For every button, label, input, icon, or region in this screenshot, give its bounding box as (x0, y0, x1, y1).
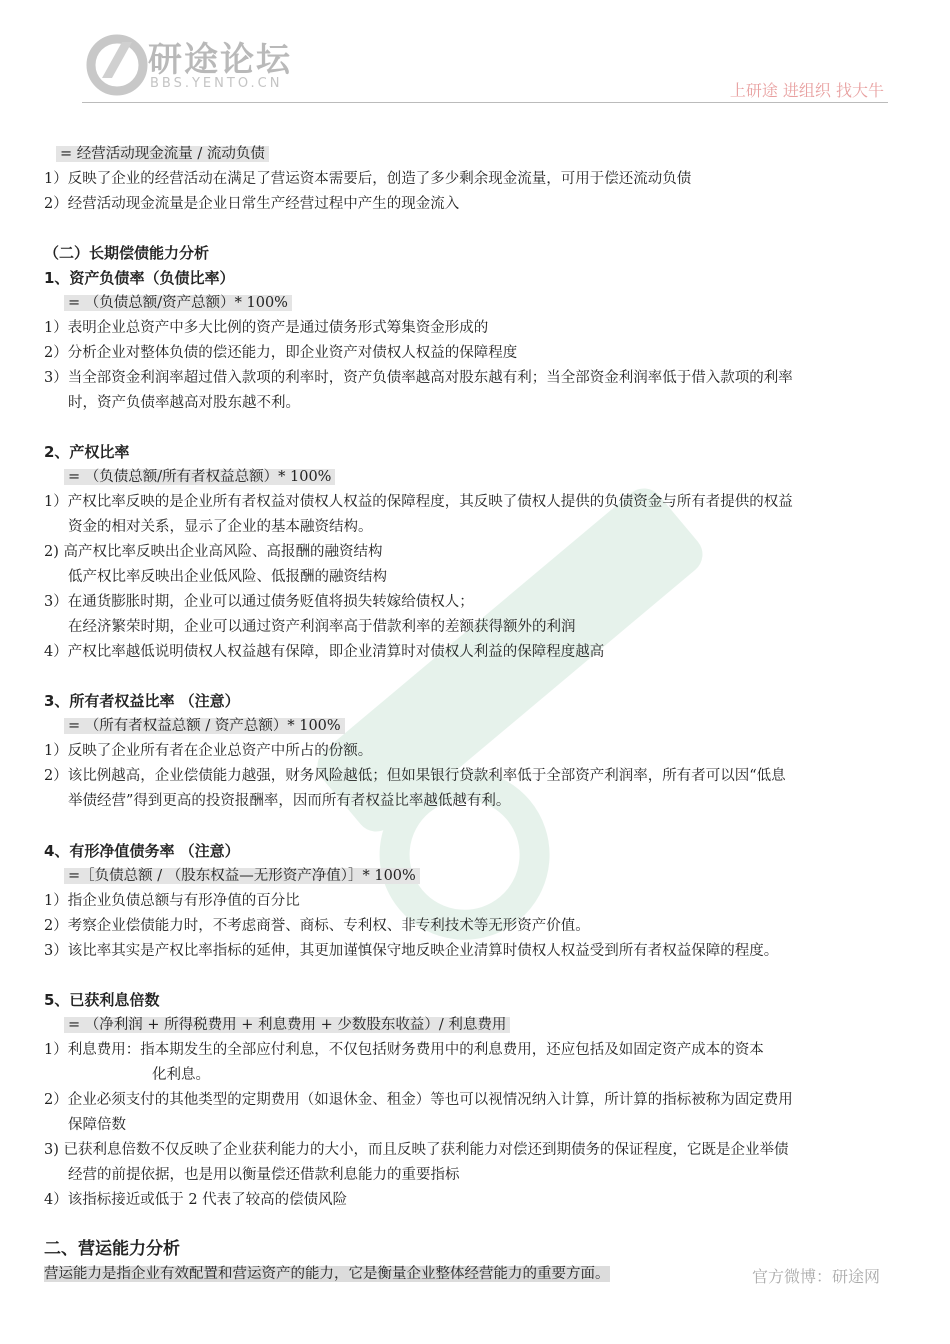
text-line: 3）在通货膨胀时期，企业可以通过债务贬值将损失转嫁给债权人； (44, 594, 474, 610)
subsection-heading: 4、有形净值债务率 （注意） (44, 842, 240, 860)
text-line: 1）反映了企业的经营活动在满足了营运资本需要后，创造了多少剩余现金流量，可用于偿还流动负债 (44, 171, 692, 187)
text-line: 3) 已获利息倍数不仅反映了企业获利能力的大小，而且反映了获利能力对偿还到期债务的保证程度，它既是企业举债 (44, 1142, 789, 1158)
formula-equity-ratio: = （负债总额/所有者权益总额）* 100% (64, 469, 335, 485)
subsection-heading: 2、产权比率 (44, 443, 130, 461)
text-line: 时，资产负债率越高对股东越不利。 (68, 395, 300, 411)
formula-interest-coverage: = （净利润 + 所得税费用 + 利息费用 + 少数股东收益）/ 利息费用 (64, 1017, 510, 1033)
text-line: 低产权比率反映出企业低风险、低报酬的融资结构 (68, 569, 387, 585)
header-divider (82, 102, 888, 103)
text-line: 1）指企业负债总额与有形净值的百分比 (44, 893, 300, 909)
text-line: 2）考察企业偿债能力时，不考虑商誉、商标、专利权、非专利技术等无形资产价值。 (44, 918, 590, 934)
formula-debt-ratio: = （负债总额/资产总额）* 100% (64, 295, 292, 311)
text-line: 4）产权比率越低说明债权人权益越有保障，即企业清算时对债权人利益的保障程度越高 (44, 644, 605, 660)
chapter-heading: 二、营运能力分析 (44, 1239, 180, 1259)
text-line: 2) 高产权比率反映出企业高风险、高报酬的融资结构 (44, 544, 383, 560)
text-line: 3）该比率其实是产权比率指标的延伸，其更加谨慎保守地反映企业清算时债权人权益受到所有者权益保障的程度。 (44, 943, 779, 959)
subsection-heading: 1、资产负债率（负债比率） (44, 269, 235, 287)
text-line: 1）产权比率反映的是企业所有者权益对债权人权益的保障程度，其反映了债权人提供的负债资金与所有者提供的权益 (44, 494, 793, 510)
text-line: 经营的前提依据，也是用以衡量偿还借款利息能力的重要指标 (68, 1167, 460, 1183)
text-line: 资金的相对关系，显示了企业的基本融资结构。 (68, 519, 373, 535)
text-line: 1）反映了企业所有者在企业总资产中所占的份额。 (44, 743, 373, 759)
text-line: 化利息。 (152, 1067, 210, 1083)
text-line: 在经济繁荣时期，企业可以通过资产利润率高于借款利率的差额获得额外的利润 (68, 619, 576, 635)
text-line: 4）该指标接近或低于 2 代表了较高的偿债风险 (44, 1192, 348, 1208)
logo-text: 研途论坛 (148, 40, 292, 80)
text-line: 1）利息费用：指本期发生的全部应付利息，不仅包括财务费用中的利息费用，还应包括及如固定资产成本的资本 (44, 1042, 764, 1058)
footer-weibo-label[interactable]: 官方微博：研途网 (752, 1267, 881, 1286)
text-line: 2）企业必须支付的其他类型的定期费用（如退休金、租金）等也可以视情况纳入计算，所计算的指标被称为固定费用 (44, 1092, 793, 1108)
text-line: 2）分析企业对整体负债的偿还能力，即企业资产对债权人权益的保障程度 (44, 345, 518, 361)
text-line: 2）经营活动现金流量是企业日常生产经营过程中产生的现金流入 (44, 196, 460, 212)
text-line: 3）当全部资金利润率超过借入款项的利率时，资产负债率越高对股东越有利；当全部资金利润率低于借入款项的利率 (44, 370, 793, 386)
formula-cash-flow-ratio: = 经营活动现金流量 / 流动负债 (56, 146, 269, 162)
formula-tangible-net-worth-ratio: =［负债总额 / （股东权益—无形资产净值）］* 100% (64, 868, 420, 884)
text-line: 举债经营”得到更高的投资报酬率，因而所有者权益比率越低越有利。 (68, 793, 511, 809)
text-line: 保障倍数 (68, 1117, 126, 1133)
header-slogan: 上研途 进组织 找大牛 (729, 81, 884, 100)
formula-owner-equity-ratio: = （所有者权益总额 / 资产总额）* 100% (64, 718, 345, 734)
text-line: 1）表明企业总资产中多大比例的资产是通过债务形式筹集资金形成的 (44, 320, 489, 336)
text-line: 2）该比例越高，企业偿债能力越强，财务风险越低；但如果银行贷款利率低于全部资产利润率，所有者可以因“低息 (44, 768, 786, 784)
subsection-heading: 3、所有者权益比率 （注意） (44, 692, 240, 710)
section-heading: （二）长期偿债能力分析 (44, 244, 210, 262)
logo-subtitle: BBS.YENTO.CN (150, 76, 283, 91)
text-line: 营运能力是指企业有效配置和营运资产的能力，它是衡量企业整体经营能力的重要方面。 (44, 1266, 610, 1282)
subsection-heading: 5、已获利息倍数 (44, 991, 160, 1009)
